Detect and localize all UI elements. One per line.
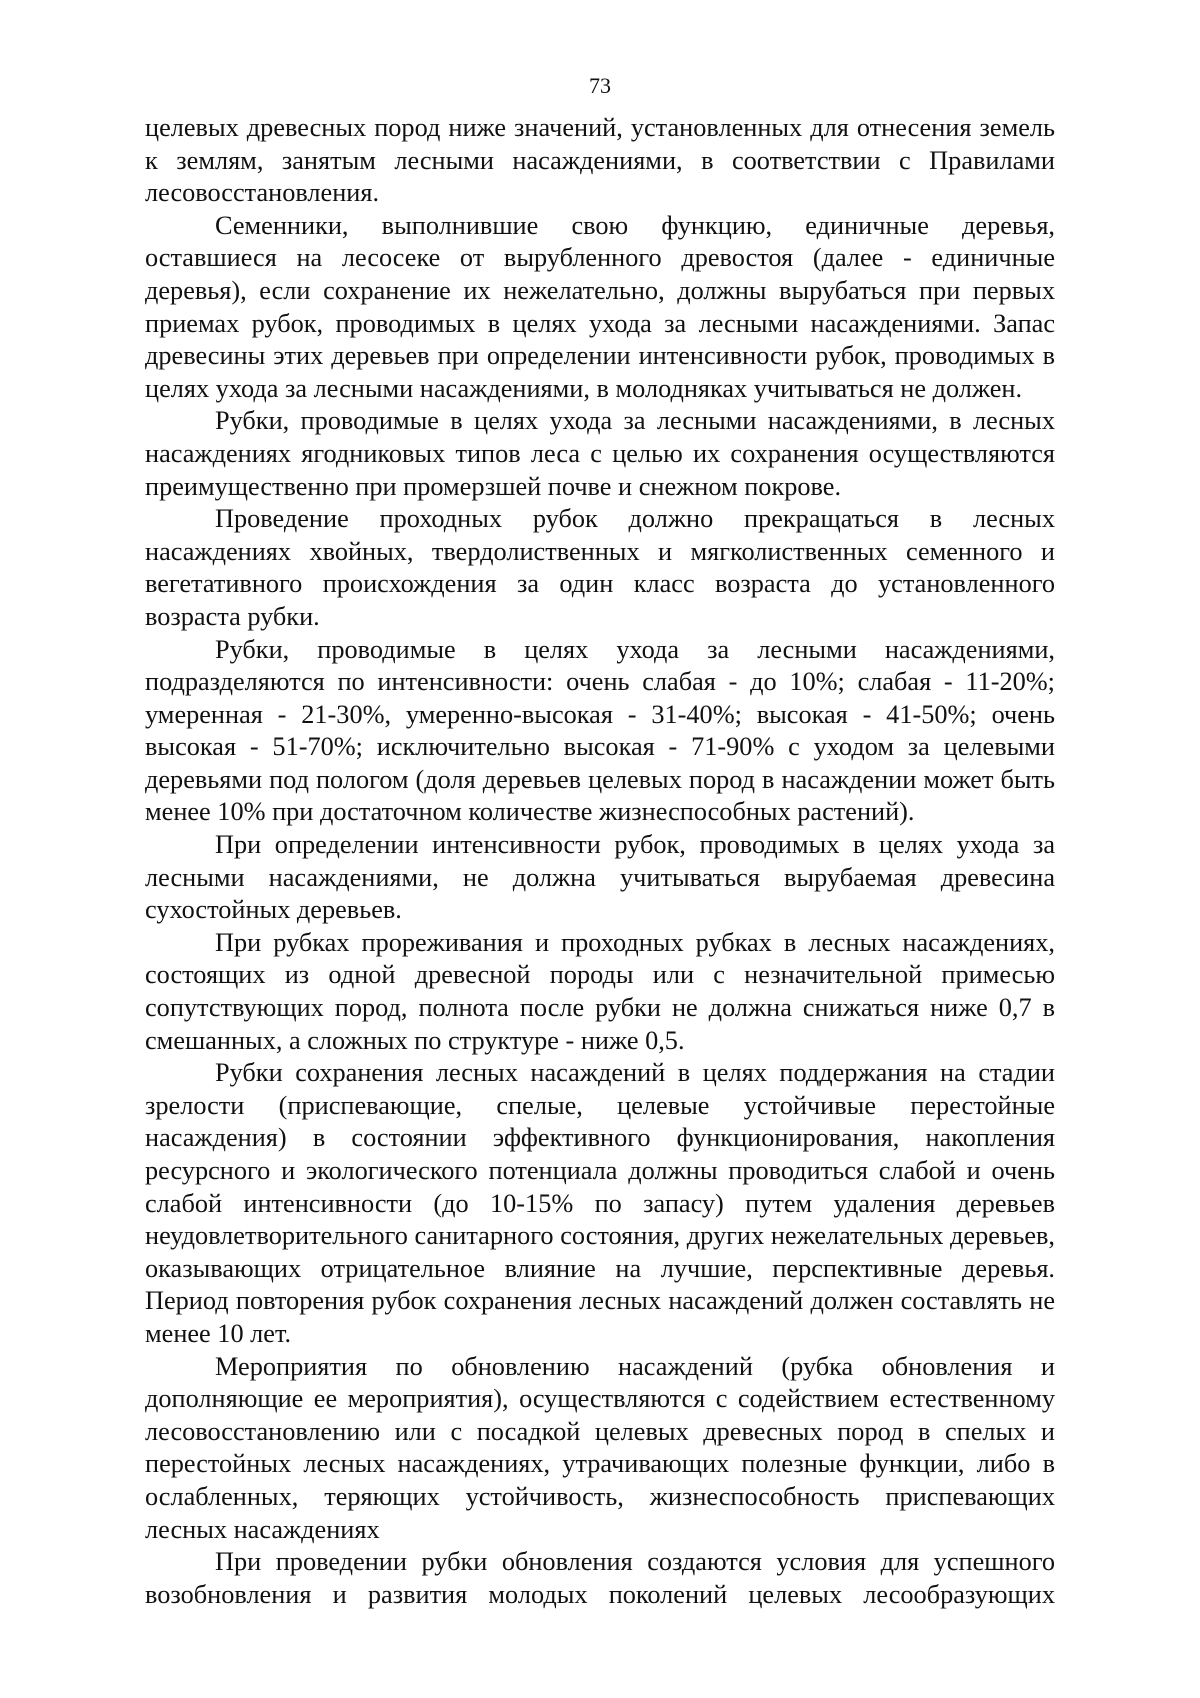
document-body: [145, 112, 1055, 1611]
paragraph-berry-forests: Рубки, проводимые в целях ухода за лесными насаждениями, в лесных насаждениях ягодниковых типов леса с целью их сохранения осуществляются преимущественно при промерзшей почве и снежном покрове.: [145, 406, 1055, 501]
paragraph-dead-wood: При определении интенсивности рубок, проводимых в целях ухода за лесными насаждениями, не должна учитываться вырубаемая древесина сухостойных деревьев.: [145, 830, 1055, 925]
paragraph-continuation: целевых древесных пород ниже значений, установленных для отнесения земель к землям, занятым лесными насаждениями, в соответствии с Правилами лесовосстановления.: [145, 113, 1055, 208]
paragraph-intensity-classes: Рубки, проводимые в целях ухода за лесными насаждениями, подразделяются по интенсивности: очень слабая - до 10%; слабая - 11-20%; умеренная - 21-30%, умеренно-высокая - 31-40%; высокая - 41-50%; очень высокая - 51-70%; исключительно высокая - 71-90% с уходом за целевыми деревьями под пологом (доля деревьев целевых пород в насаждении может быть менее 10% при достаточном количестве жизнеспособных растений).: [145, 634, 1055, 827]
paragraph-preservation-cuttings: Рубки сохранения лесных насаждений в целях поддержания на стадии зрелости (приспевающие, спелые, целевые устойчивые перестойные насаждения) в состоянии эффективного функционирования, накопления ресурсного и экологического потенциала должны проводиться слабой и очень слабой интенсивности (до 10-15% по запасу) путем удаления деревьев неудовлетворительного санитарного состояния, других нежелательных деревьев, оказывающих отрицательное влияние на лучшие, перспективные деревья. Период повторения рубок сохранения лесных насаждений должен составлять не менее 10 лет.: [145, 1058, 1055, 1348]
paragraph-renewal-conditions: При проведении рубки обновления создаются условия для успешного возобновления и развития молодых поколений целевых лесообразующих: [145, 1547, 1055, 1609]
paragraph-seed-trees: Семенники, выполнившие свою функцию, единичные деревья, оставшиеся на лесосеке от вырубленного древостоя (далее - единичные деревья), если сохранение их нежелательно, должны вырубаться при первых приемах рубок, проводимых в целях ухода за лесными насаждениями. Запас древесины этих деревьев при определении интенсивности рубок, проводимых в целях ухода за лесными насаждениями, в молодняках учитываться не должен.: [145, 210, 1055, 403]
paragraph-thinning-density: При рубках прореживания и проходных рубках в лесных насаждениях, состоящих из одной древесной породы или с незначительной примесью сопутствующих пород, полнота после рубки не должна снижаться ниже 0,7 в смешанных, а сложных по структуре - ниже 0,5.: [145, 927, 1055, 1055]
paragraph-passing-cuttings: Проведение проходных рубок должно прекращаться в лесных насаждениях хвойных, твердолиственных и мягколиственных семенного и вегетативного происхождения за один класс возраста до установленного возраста рубки.: [145, 504, 1055, 631]
page-number: 73: [589, 73, 611, 98]
paragraph-renewal-measures: Мероприятия по обновлению насаждений (рубка обновления и дополняющие ее мероприятия), осуществляются с содействием естественному лесовосстановлению или с посадкой целевых древесных пород в спелых и перестойных лесных насаждениях, утрачивающих полезные функции, либо в ослабленных, теряющих устойчивость, жизнеспособность приспевающих лесных насаждениях: [145, 1351, 1055, 1544]
